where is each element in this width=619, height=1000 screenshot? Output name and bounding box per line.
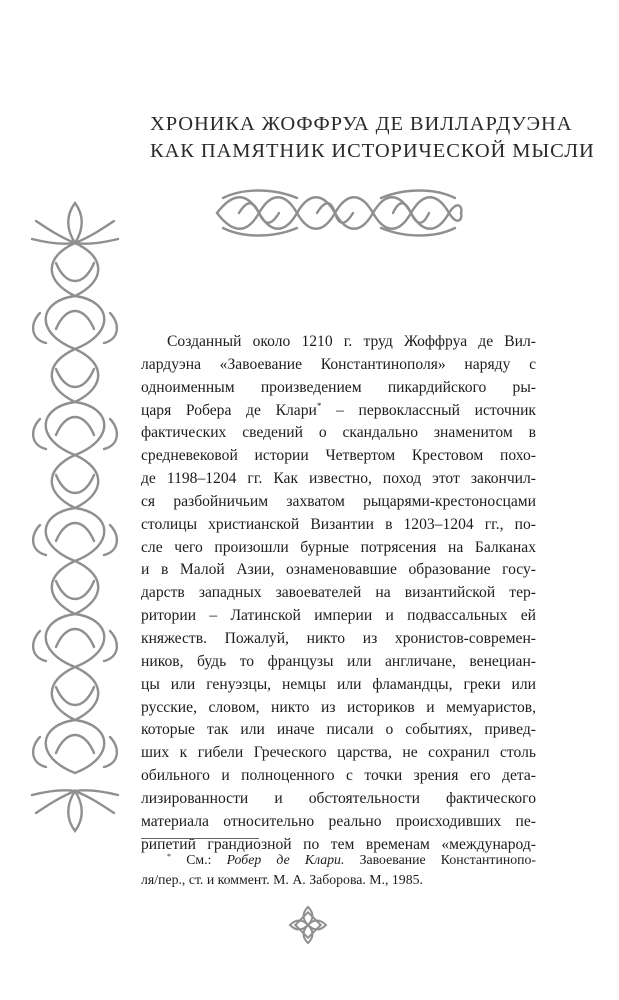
footnote-prefix: См.: (171, 852, 227, 867)
body-line: фактических сведений о скандально знаменитом в (141, 424, 536, 442)
body-line: цы или генуэзцы, немцы или фламандцы, греки или (141, 675, 536, 693)
body-line: материала относительно реально происходивших пе- (141, 812, 536, 830)
body-line: лардуэна «Завоевание Константинополя» наряду с (141, 355, 536, 373)
body-line-with-footnote (141, 400, 536, 423)
body-line: Созданный около 1210 г. труд Жоффруа де Вил- (167, 333, 536, 350)
body-line: обильного и полноценного с точки зрения его дета- (141, 767, 536, 785)
body-line: рипетий грандиозной по тем временам «международ- (141, 835, 536, 853)
body-line: русские, словом, никто из историков и мемуаристов, (141, 698, 536, 716)
footnote-author: Робер де Клари. (226, 852, 345, 867)
body-line: средневековой истории Четвертом Крестовом похо- (141, 447, 536, 465)
footnote-marker: * (167, 852, 171, 861)
knot-page-ornament (288, 905, 328, 945)
body-line: которые так или иначе писали о событиях, привед- (141, 721, 536, 739)
body-line: и в Малой Азии, ознаменовавшие образование госу- (141, 561, 536, 579)
body-line: сле чего произошли бурные потрясения на Балканах (141, 538, 536, 556)
celtic-knot-header-ornament (213, 186, 465, 240)
footnote-title: Завоевание Константинопо- (344, 852, 536, 867)
chapter-title-line-1: ХРОНИКА ЖОФФРУА ДЕ ВИЛЛАРДУЭНА (150, 113, 573, 135)
footnote-divider (141, 838, 259, 839)
body-line: дарств западных завоевателей на византийской тер- (141, 584, 536, 602)
body-line: ритории – Латинской империи и подвассальных ей (141, 607, 536, 625)
body-line: ников, будь то французы или англичане, венециан- (141, 652, 536, 670)
chapter-title (150, 111, 595, 165)
body-line: ших к гибели Греческого царства, не сохранил столь (141, 744, 536, 762)
body-line: столицы христианской Византии в 1203–1204 гг., по- (141, 515, 536, 533)
body-line: ся разбойничьим захватом рыцарями-крестоносцами (141, 492, 536, 510)
footnote-line-2: ля/пер., ст. и коммент. М. А. Заборова. М., 1985. (141, 872, 423, 887)
body-line: лизированности и обстоятельности фактического (141, 789, 536, 807)
chapter-title-line-2: КАК ПАМЯТНИК ИСТОРИЧЕСКОЙ МЫСЛИ (150, 140, 595, 162)
celtic-knot-side-border (26, 199, 124, 835)
body-line: одноименным произведением пикардийского ры- (141, 378, 536, 396)
footnote (141, 850, 536, 890)
footnote-reference-marker[interactable]: * (316, 400, 322, 411)
body-line: княжеств. Пожалуй, никто из хронистов-современ- (141, 629, 536, 647)
body-line-segment: – первоклассный источник (321, 401, 537, 419)
body-line-segment: царя Робера де Клари (141, 401, 317, 419)
footnote-line-1 (141, 850, 536, 870)
body-paragraph (141, 331, 536, 856)
body-line: де 1198–1204 гг. Как известно, поход этот закончил- (141, 470, 536, 488)
